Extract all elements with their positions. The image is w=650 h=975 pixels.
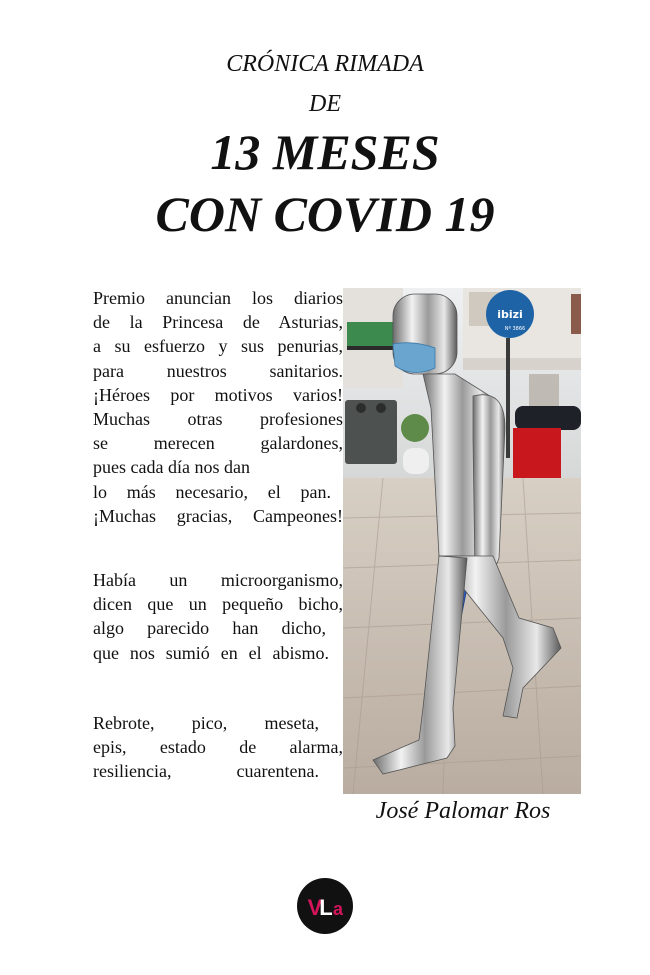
poem-line: Había un microorganismo, [93,570,343,590]
poem-stanza-1 [93,286,343,528]
logo-letter-a: a [332,899,344,919]
cover-photo [343,288,581,794]
statue-photo-illustration [343,288,581,794]
publisher-logo [297,878,353,934]
poem-line: Muchas otras profesiones [93,409,343,430]
poem-line: se merecen galardones, [93,433,343,454]
poem-line: que nos sumió en el abismo. [93,642,329,663]
pre-title-line1: CRÓNICA RIMADA [226,51,424,77]
poem-line: algo parecido han dicho, [93,618,326,639]
sign-number-label: Nº 3866 [504,326,526,332]
poem-line: Rebrote, pico, meseta, [93,713,319,733]
poem-line: de la Princesa de Asturias, [93,312,343,333]
poem-stanza-3 [93,711,343,784]
poem-line: Premio anuncian los diarios [93,288,343,308]
poem-line: para nuestros sanitarios. [93,360,343,381]
main-title-line1: 13 MESES [210,124,440,180]
poem-line: epis, estado de alarma, [93,737,343,758]
poem-line: lo más necesario, el pan. [93,481,331,502]
poem-line: ¡Muchas gracias, Campeones! [93,505,343,526]
poem-line: ¡Héroes por motivos varios! [93,384,343,405]
poem-stanza-2 [93,568,343,665]
author-name: José Palomar Ros [375,798,551,824]
logo-letter-v: V [307,895,323,920]
poem-line: dicen que un pequeño bicho, [93,594,343,615]
poem-line: a su esfuerzo y sus penurias, [93,336,343,357]
main-title-line2: CON COVID 19 [155,186,495,242]
poem-line: resiliencia, cuarentena. [93,761,319,782]
pre-title-line2: DE [309,91,341,117]
logo-letter-l: L [319,895,333,920]
sign-brand-label: ibizi [497,308,523,321]
poem-line: pues cada día nos dan [93,457,250,478]
